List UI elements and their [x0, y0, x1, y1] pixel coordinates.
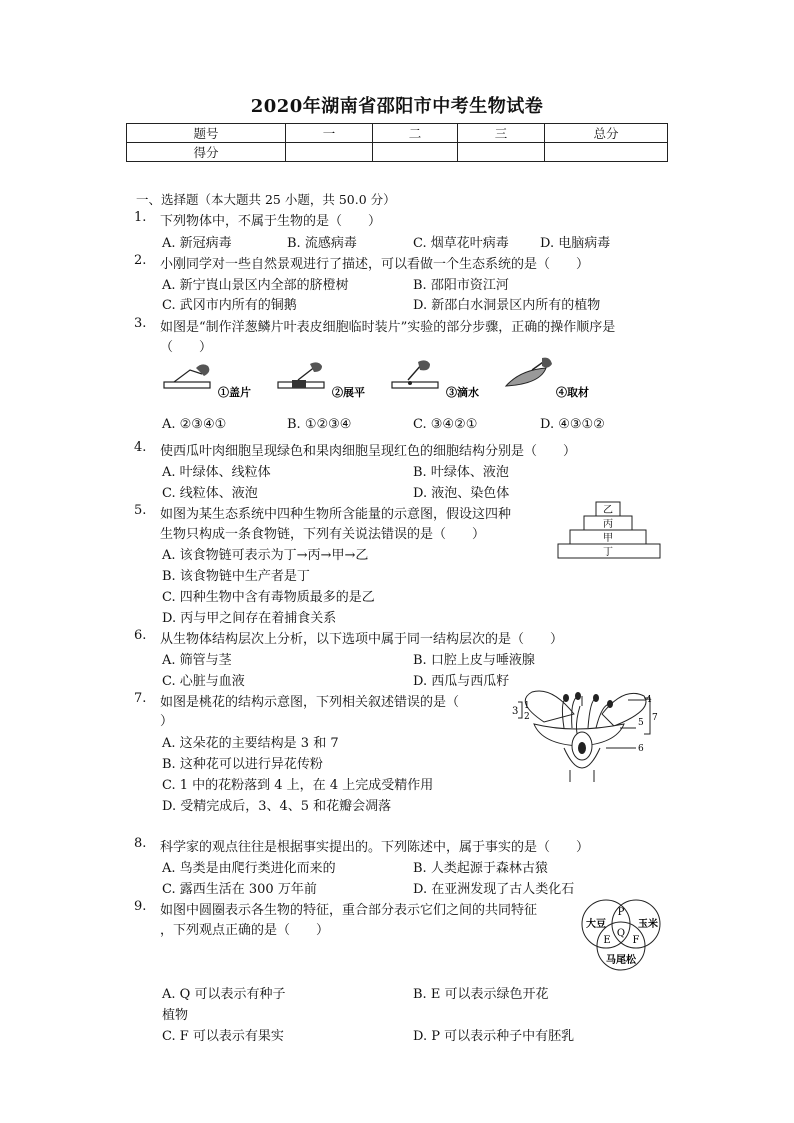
- option[interactable]: B. 口腔上皮与唾液腺: [413, 653, 535, 668]
- option[interactable]: C. 1 中的花粉落到 4 上，在 4 上完成受精作用: [162, 778, 434, 793]
- venn-letter: E: [603, 935, 611, 946]
- option[interactable]: D. 电脑病毒: [540, 236, 611, 251]
- header-cell: 一: [286, 124, 373, 143]
- score-table-score-row: [127, 143, 668, 162]
- diagram-number: 3: [512, 706, 519, 717]
- option[interactable]: B. 叶绿体、液泡: [413, 465, 509, 480]
- option[interactable]: C. 线粒体、液泡: [162, 486, 258, 501]
- option[interactable]: A. 这朵花的主要结构是 3 和 7: [162, 736, 339, 751]
- question-text: ，下列观点正确的是（ ）: [160, 923, 330, 938]
- venn-letter: P: [617, 907, 625, 918]
- option[interactable]: D. 西瓜与西瓜籽: [413, 674, 510, 689]
- fig-label: ②展平: [332, 386, 365, 399]
- pyramid-label: 乙: [603, 505, 613, 516]
- question-number: 3.: [134, 316, 147, 331]
- question-text: 如图为某生态系统中四种生物所含能量的示意图，假设这四种: [160, 507, 512, 522]
- step-take-material-illustration: [506, 358, 589, 399]
- question-text: 如图中圆圈表示各生物的特征，重合部分表示它们之间的共同特征: [160, 903, 538, 918]
- option[interactable]: D. 丙与甲之间存在着捕食关系: [162, 611, 337, 626]
- option[interactable]: D. P 可以表示种子中有胚乳: [413, 1029, 575, 1044]
- option[interactable]: B. ①②③④: [287, 417, 352, 432]
- pyramid-label: 丁: [603, 547, 613, 558]
- pyramid-label: 丙: [603, 519, 613, 530]
- option[interactable]: D. 在亚洲发现了古人类化石: [413, 882, 575, 897]
- row-label: 得分: [127, 143, 286, 162]
- section-heading: 一、选择题（本大题共 25 小题，共 50.0 分）: [136, 192, 396, 207]
- question-text: 生物只构成一条食物链，下列有关说法错误的是（ ）: [160, 527, 486, 542]
- option[interactable]: C. 武冈市内所有的铜鹅: [162, 298, 297, 313]
- diagram-number: 6: [638, 744, 644, 754]
- option[interactable]: A. 新冠病毒: [162, 236, 232, 251]
- option[interactable]: C. 烟草花叶病毒: [413, 236, 509, 251]
- question-text: 小刚同学对一些自然景观进行了描述，可以看做一个生态系统的是（ ）: [160, 257, 590, 272]
- venn-label: 玉米: [638, 919, 658, 930]
- score-table: [126, 123, 668, 162]
- option[interactable]: C. ③④②①: [413, 417, 478, 432]
- question-number: 7.: [134, 691, 147, 706]
- venn-diagram: [574, 896, 670, 974]
- option[interactable]: C. 心脏与血液: [162, 674, 245, 689]
- fig-label: ④取材: [556, 386, 589, 399]
- option[interactable]: C. F 可以表示有果实: [162, 1029, 284, 1044]
- question-number: 9.: [134, 899, 147, 914]
- diagram-number: 1: [524, 701, 530, 711]
- option[interactable]: B. 流感病毒: [287, 236, 357, 251]
- peach-flower-diagram: [504, 688, 660, 784]
- question-text: 从生物体结构层次上分析，以下选项中属于同一结构层次的是（ ）: [160, 632, 564, 647]
- venn-label: 马尾松: [606, 955, 636, 966]
- question-text: 如图是“制作洋葱鳞片叶表皮细胞临时装片”实验的部分步骤，正确的操作顺序是: [160, 320, 616, 335]
- option[interactable]: A. 该食物链可表示为丁→丙→甲→乙: [162, 548, 369, 563]
- slide-prep-steps-figure: [160, 356, 590, 404]
- question-number: 6.: [134, 628, 147, 643]
- option[interactable]: D. 受精完成后，3、4、5 和花瓣会凋落: [162, 799, 392, 814]
- option[interactable]: B. 这种花可以进行异花传粉: [162, 757, 323, 772]
- question-number: 8.: [134, 836, 147, 851]
- score-cell[interactable]: [458, 143, 545, 162]
- score-table-header-row: [127, 124, 668, 143]
- step-spread-illustration: [278, 362, 365, 399]
- diagram-number: 2: [524, 712, 530, 722]
- step-cover-slip-illustration: [164, 364, 251, 399]
- question-text: ）: [160, 714, 174, 729]
- option[interactable]: D. 液泡、染色体: [413, 486, 510, 501]
- venn-label: 大豆: [586, 919, 606, 930]
- header-cell: 三: [458, 124, 545, 143]
- question-text: 下列物体中，不属于生物的是（ ）: [160, 214, 382, 229]
- score-cell[interactable]: [545, 143, 668, 162]
- option[interactable]: D. ④③①②: [540, 417, 605, 432]
- option[interactable]: A. 叶绿体、线粒体: [162, 465, 271, 480]
- question-number: 1.: [134, 210, 147, 225]
- option[interactable]: A. 新宁崀山景区内全部的脐橙树: [162, 278, 349, 293]
- diagram-number: 7: [652, 713, 658, 723]
- score-cell[interactable]: [373, 143, 458, 162]
- option[interactable]: B. 人类起源于森林古猿: [413, 861, 548, 876]
- option[interactable]: C. 露西生活在 300 万年前: [162, 882, 317, 897]
- question-text: （ ）: [160, 340, 213, 355]
- question-number: 5.: [134, 503, 147, 518]
- option[interactable]: A. 筛管与茎: [162, 653, 232, 668]
- option[interactable]: A. Q 可以表示有种子: [162, 987, 286, 1002]
- option[interactable]: D. 新邵白水洞景区内所有的植物: [413, 298, 601, 313]
- header-cell: 总分: [545, 124, 668, 143]
- header-cell: 题号: [127, 124, 286, 143]
- fig-label: ①盖片: [218, 386, 251, 399]
- diagram-number: 4: [646, 695, 652, 705]
- question-text: 如图是桃花的结构示意图，下列相关叙述错误的是（: [160, 695, 460, 710]
- option[interactable]: A. ②③④①: [162, 417, 227, 432]
- score-cell[interactable]: [286, 143, 373, 162]
- energy-pyramid-figure: [556, 498, 670, 566]
- fig-label: ③滴水: [446, 386, 479, 399]
- question-text: 科学家的观点往往是根据事实提出的。下列陈述中，属于事实的是（ ）: [160, 840, 590, 855]
- option[interactable]: B. 该食物链中生产者是丁: [162, 569, 310, 584]
- question-text: 使西瓜叶肉细胞呈现绿色和果肉细胞呈现红色的细胞结构分别是（ ）: [160, 444, 577, 459]
- question-number: 2.: [134, 253, 147, 268]
- venn-letter: Q: [616, 928, 626, 939]
- exam-title: 2020年湖南省邵阳市中考生物试卷: [250, 96, 544, 117]
- question-number: 4.: [134, 440, 147, 455]
- venn-letter: F: [632, 935, 640, 946]
- header-cell: 二: [373, 124, 458, 143]
- step-drip-water-illustration: [392, 360, 479, 399]
- diagram-number: 5: [638, 718, 644, 728]
- option[interactable]: B. 邵阳市资江河: [413, 278, 509, 293]
- option[interactable]: B. E 可以表示绿色开花: [413, 987, 549, 1002]
- pyramid-label: 甲: [603, 533, 613, 544]
- option-continuation: 植物: [162, 1008, 189, 1023]
- option[interactable]: A. 鸟类是由爬行类进化而来的: [162, 861, 336, 876]
- option[interactable]: C. 四种生物中含有毒物质最多的是乙: [162, 590, 375, 605]
